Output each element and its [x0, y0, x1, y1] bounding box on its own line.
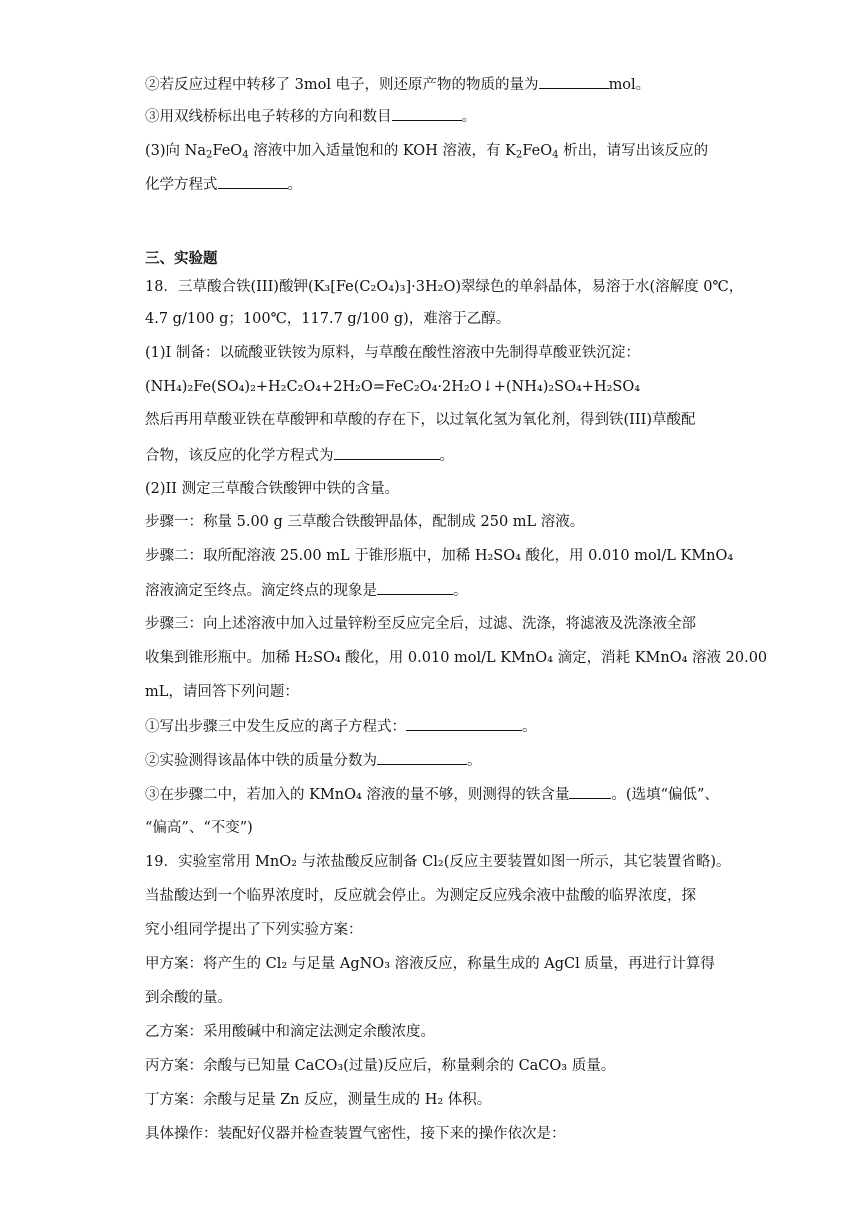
q18-part2-title: (2)II 测定三草酸合铁酸钾中铁的含量。 [145, 481, 400, 497]
text: 化学方程式 [145, 177, 218, 193]
period: 。 [522, 719, 537, 735]
q19-plan-c: 丙方案：余酸与已知量 CaCO₃(过量)反应后，称量剩余的 CaCO₃ 质量。 [145, 1058, 616, 1074]
text: ③在步骤二中，若加入的 KMnO₄ 溶液的量不够，则测得的铁含量 [145, 787, 570, 803]
text: (3)向 Na [145, 143, 206, 159]
q19-plan-b: 乙方案：采用酸碱中和滴定法测定余酸浓度。 [145, 1024, 435, 1040]
q18-step3-line1: 步骤三：向上述溶液中加入过量锌粉至反应完全后，过滤、洗涤，将滤液及洗涤液全部 [145, 616, 696, 632]
q19-plan-d: 丁方案：余酸与足量 Zn 反应，测量生成的 H₂ 体积。 [145, 1092, 492, 1108]
section-heading: 三、实验题 [145, 251, 218, 267]
period: 。 [287, 177, 302, 193]
period: 。 [461, 109, 476, 125]
q17-part2-item3 [145, 106, 725, 127]
subscript: 2 [515, 149, 523, 161]
q18-part1-line4 [145, 445, 725, 466]
q18-equation: (NH₄)₂Fe(SO₄)₂+H₂C₂O₄+2H₂O=FeC₂O₄·2H₂O↓+(NH₄)₂SO₄+H₂SO₄ [145, 379, 641, 395]
text: 溶液中加入适量饱和的 KOH 溶液，有 K [248, 143, 516, 159]
q18-question3-line2: “偏高”、“不变”) [145, 820, 253, 836]
q18-intro-line1: 18．三草酸合铁(III)酸钾(K₃[Fe(C₂O₄)₃]·3H₂O)翠绿色的单斜晶体，易溶于水(溶解度 0℃， [145, 279, 744, 295]
q18-step2-line1: 步骤二：取所配溶液 25.00 mL 于锥形瓶中，加稀 H₂SO₄ 酸化，用 0.010 mol/L KMnO₄ [145, 548, 734, 564]
q18-step1: 步骤一：称量 5.00 g 三草酸合铁酸钾晶体，配制成 250 mL 溶液。 [145, 514, 585, 530]
q18-part1-line3: 然后再用草酸亚铁在草酸钾和草酸的存在下，以过氧化氢为氧化剂，得到铁(III)草酸配 [145, 412, 696, 428]
text: FeO [522, 143, 553, 159]
q17-item3-text: ③用双线桥标出电子转移的方向和数目 [145, 109, 392, 125]
q17-part2-item2 [145, 74, 725, 95]
text: 析出，请写出该反应的 [558, 143, 709, 159]
period: 。 [453, 583, 468, 599]
text: 。(选填“偏低”、 [611, 787, 719, 803]
q19-operation: 具体操作：装配好仪器并检查装置气密性，接下来的操作依次是： [145, 1126, 566, 1142]
answer-blank[interactable] [569, 784, 611, 799]
text: 合物，该反应的化学方程式为 [145, 448, 334, 464]
answer-blank[interactable] [539, 74, 609, 89]
text: ①写出步骤三中发生反应的离子方程式： [145, 719, 406, 735]
period: 。 [467, 753, 482, 769]
subscript: 4 [242, 149, 249, 161]
subscript: 4 [552, 149, 559, 161]
q19-intro-line2: 当盐酸达到一个临界浓度时，反应就会停止。为测定反应残余液中盐酸的临界浓度，探 [145, 888, 696, 904]
answer-blank[interactable] [392, 106, 462, 121]
text: FeO [212, 143, 243, 159]
q18-part1-line1: (1)I 制备：以硫酸亚铁铵为原料，与草酸在酸性溶液中先制得草酸亚铁沉淀： [145, 345, 640, 361]
answer-blank[interactable] [377, 750, 467, 765]
q17-part3-line2 [145, 174, 725, 195]
q19-intro-line1: 19．实验室常用 MnO₂ 与浓盐酸反应制备 Cl₂(反应主要装置如图一所示，其它装置省略)。 [145, 854, 731, 870]
q18-step3-line2: 收集到锥形瓶中。加稀 H₂SO₄ 酸化，用 0.010 mol/L KMnO₄ 滴定，消耗 KMnO₄ 溶液 20.00 [145, 650, 768, 666]
answer-blank[interactable] [218, 174, 288, 189]
q17-item2-text: ②若反应过程中转移了 3mol 电子，则还原产物的物质的量为 [145, 77, 539, 93]
q18-intro-line2: 4.7 g/100 g；100℃，117.7 g/100 g)，难溶于乙醇。 [145, 311, 511, 327]
unit-text: mol。 [608, 77, 651, 93]
q18-step2-line2 [145, 580, 725, 601]
q19-plan-a-line2: 到余酸的量。 [145, 990, 232, 1006]
q18-question2 [145, 750, 725, 771]
q17-part3-line1 [145, 141, 725, 161]
q19-plan-a-line1: 甲方案：将产生的 Cl₂ 与足量 AgNO₃ 溶液反应，称量生成的 AgCl 质量，再进行计算得 [145, 956, 715, 972]
q18-question3-line1 [145, 784, 725, 805]
subscript: 2 [205, 149, 213, 161]
text: ②实验测得该晶体中铁的质量分数为 [145, 753, 377, 769]
q19-intro-line3: 究小组同学提出了下列实验方案： [145, 922, 363, 938]
answer-blank[interactable] [334, 445, 440, 460]
q18-question1 [145, 716, 725, 737]
text: 溶液滴定至终点。滴定终点的现象是 [145, 583, 377, 599]
answer-blank[interactable] [377, 580, 453, 595]
answer-blank[interactable] [406, 716, 522, 731]
period: 。 [439, 448, 454, 464]
q18-step3-line3: mL，请回答下列问题： [145, 684, 299, 700]
